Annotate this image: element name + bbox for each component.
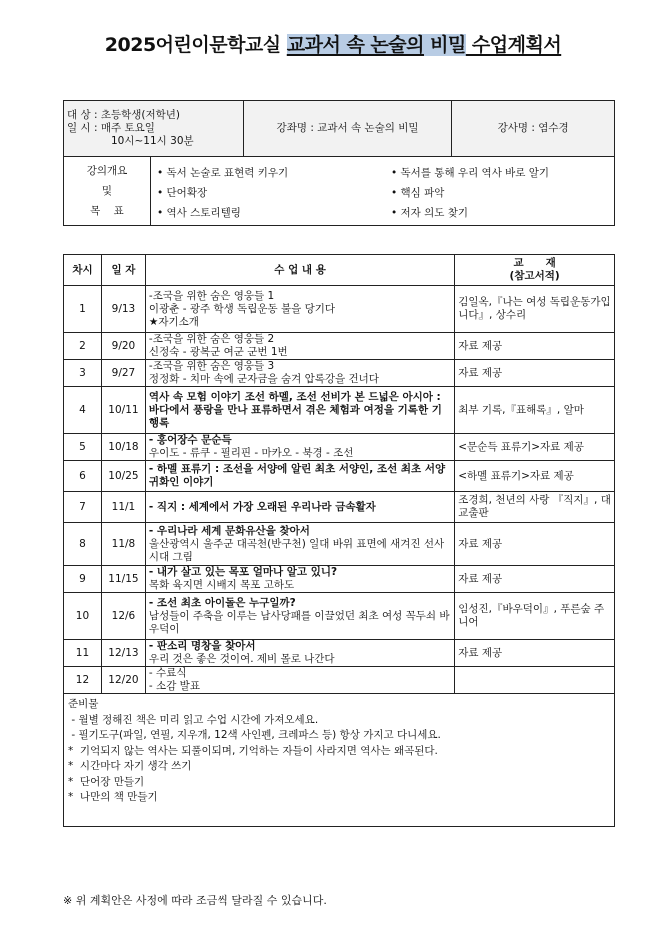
content-line: - 소감 발표 (148, 680, 200, 692)
header-session: 차시 (64, 255, 102, 286)
goals-right (385, 157, 614, 225)
content-line: 역사 속 모험 이야기 조선 하멜, 조선 선비가 본 드넓은 아시아 : 바다에서 풍랑을 만나 표류하면서 겪은 체험과 여정을 기록한 기행록 (148, 390, 442, 429)
content-line: 정정화 - 치마 속에 군자금을 숨겨 압록강을 건너다 (148, 373, 379, 385)
title-course: 교과서 속 논술의 (286, 34, 424, 56)
table-row (64, 461, 615, 492)
session-material: 김일옥,『나는 여성 독립운동가입니다』, 상수리 (455, 286, 615, 333)
session-material (455, 667, 615, 694)
session-content (145, 434, 454, 461)
preparation-title: 준비물 (68, 698, 99, 710)
content-line: - 직지 : 세계에서 가장 오래된 우리나라 금속활자 (148, 500, 376, 513)
session-date: 10/11 (101, 387, 145, 434)
session-number: 1 (64, 286, 102, 333)
session-content (145, 566, 454, 593)
goal-label-2: 및 (101, 185, 113, 197)
session-material: 자료 제공 (455, 523, 615, 566)
content-line: - 판소리 명창을 찾아서 (148, 640, 256, 652)
table-row (64, 286, 615, 333)
session-date: 10/18 (101, 434, 145, 461)
content-line: -조국을 위한 숨은 영웅들 1 (148, 289, 275, 302)
session-content (145, 492, 454, 523)
preparation-item: - 월별 정해진 책은 미리 읽고 수업 시간에 가져오세요. (68, 713, 319, 726)
course-name: 강좌명 : 교과서 속 논술의 비밀 (243, 101, 452, 157)
session-content (145, 523, 454, 566)
session-number: 9 (64, 566, 102, 593)
session-number: 3 (64, 360, 102, 387)
content-line: - 홍어장수 문순득 (148, 434, 232, 446)
content-line: 남성들이 주축을 이루는 남사당패를 이끌었던 최초 여성 꼭두쇠 바우덕이 (148, 609, 450, 635)
table-row (64, 360, 615, 387)
session-number: 12 (64, 667, 102, 694)
session-number: 11 (64, 640, 102, 667)
session-number: 5 (64, 434, 102, 461)
header-date: 일 자 (101, 255, 145, 286)
session-content (145, 667, 454, 694)
goal-item: • 역사 스토리텔링 (157, 207, 241, 219)
preparation-item: * 시간마다 자기 생각 쓰기 (68, 760, 192, 772)
goal-item: • 독서를 통해 우리 역사 바로 알기 (391, 167, 550, 179)
header-content: 수 업 내 용 (145, 255, 454, 286)
table-row (64, 593, 615, 640)
content-line: -조국을 위한 숨은 영웅들 3 (148, 360, 275, 372)
session-material: <하멜 표류기>자료 제공 (455, 461, 615, 492)
session-date: 12/6 (101, 593, 145, 640)
session-content (145, 333, 454, 360)
session-number: 4 (64, 387, 102, 434)
content-line: - 수료식 (148, 667, 187, 679)
session-material: <문순득 표류기>자료 제공 (455, 434, 615, 461)
content-line: 이광춘 - 광주 학생 독립운동 불을 당기다 (148, 302, 336, 315)
table-row (64, 640, 615, 667)
goals-cell (64, 157, 615, 226)
content-line: 목화 육지면 시배지 목포 고하도 (148, 579, 295, 591)
session-number: 7 (64, 492, 102, 523)
content-line: ★자기소개 (148, 315, 199, 328)
session-content (145, 593, 454, 640)
session-content (145, 640, 454, 667)
content-line: 우이도 - 류쿠 - 필리핀 - 마카오 - 북경 - 조선 (148, 447, 354, 459)
content-line: -조국을 위한 숨은 영웅들 2 (148, 333, 275, 345)
header-material (455, 255, 615, 286)
session-date: 12/20 (101, 667, 145, 694)
session-date: 10/25 (101, 461, 145, 492)
session-material: 임성진,『바우덕이』, 푸른숲 주니어 (455, 593, 615, 640)
session-material: 조경희, 천년의 사랑 『직지』, 대교출판 (455, 492, 615, 523)
table-row (64, 566, 615, 593)
course-info-table (63, 100, 615, 226)
preparation-row (64, 694, 615, 827)
goal-label-1: 강의개요 (86, 165, 128, 177)
title-prefix: 2025어린이문학교실 (104, 34, 287, 56)
lecturer: 강사명 : 염수경 (452, 101, 615, 157)
session-content (145, 360, 454, 387)
session-date: 12/13 (101, 640, 145, 667)
goals-left (151, 157, 385, 225)
goal-item: • 저자 의도 찾기 (391, 207, 469, 219)
table-row (64, 523, 615, 566)
session-number: 10 (64, 593, 102, 640)
session-material: 자료 제공 (455, 333, 615, 360)
page-title (0, 30, 666, 57)
preparation-cell (64, 694, 615, 827)
preparation-item: * 단어장 만들기 (68, 775, 145, 788)
session-material: 자료 제공 (455, 566, 615, 593)
session-date: 11/1 (101, 492, 145, 523)
table-row (64, 434, 615, 461)
content-line: - 내가 살고 있는 목포 얼마나 알고 있니? (148, 566, 338, 578)
preparation-item: - 필기도구(파일, 연필, 지우개, 12색 사인펜, 크레파스 등) 항상 가지고 다니세요. (68, 729, 441, 741)
preparation-item: * 나만의 책 만들기 (68, 791, 158, 803)
date-line-1: 일 시 : 매주 토요일 (67, 122, 155, 134)
session-content (145, 387, 454, 434)
target-date-cell (64, 101, 244, 157)
session-date: 9/20 (101, 333, 145, 360)
table-row (64, 333, 615, 360)
date-line-2: 10시~11시 30분 (111, 135, 194, 147)
title-secret: 비밀 (423, 34, 466, 56)
session-material: 자료 제공 (455, 640, 615, 667)
table-row (64, 667, 615, 694)
session-material: 자료 제공 (455, 360, 615, 387)
table-row (64, 492, 615, 523)
goal-label-3: 목 표 (90, 205, 124, 217)
session-content (145, 286, 454, 333)
header-material-2: (참고서적) (509, 270, 560, 282)
content-line: - 조선 최초 아이돌은 누구일까? (148, 596, 296, 609)
session-material: 최부 기록,『표해록』, 알마 (455, 387, 615, 434)
content-line: - 하멜 표류기 : 조선을 서양에 알린 최초 서양인, 조선 최초 서양귀화인 이야기 (148, 463, 446, 488)
goal-item: • 독서 논술로 표현력 키우기 (157, 167, 289, 179)
table-row (64, 387, 615, 434)
session-number: 6 (64, 461, 102, 492)
goal-item: • 단어확장 (157, 187, 208, 199)
session-number: 2 (64, 333, 102, 360)
session-date: 9/27 (101, 360, 145, 387)
schedule-header-row (64, 255, 615, 286)
content-line: 신정숙 - 광복군 여군 군번 1번 (148, 346, 288, 358)
preparation-item: * 기억되지 않는 역사는 되풀이되며, 기억하는 자들이 사라지면 역사는 왜곡된다. (68, 744, 438, 757)
session-date: 11/15 (101, 566, 145, 593)
session-number: 8 (64, 523, 102, 566)
session-date: 9/13 (101, 286, 145, 333)
session-date: 11/8 (101, 523, 145, 566)
content-line: 우리 것은 좋은 것이여. 제비 몰로 나간다 (148, 653, 335, 665)
goal-item: • 핵심 파악 (391, 187, 445, 199)
content-line: - 우리나라 세계 문화유산을 찾아서 (148, 524, 310, 537)
goal-label (64, 157, 151, 225)
schedule-table (63, 254, 615, 827)
header-material-1: 교 재 (513, 257, 556, 269)
session-content (145, 461, 454, 492)
footnote: ※ 위 계획안은 사정에 따라 조금씩 달라질 수 있습니다. (63, 894, 327, 907)
content-line: 울산광역시 울주군 대곡천(반구천) 일대 바위 표면에 새겨진 선사시대 그림 (148, 537, 445, 563)
target: 대 상 : 초등학생(저학년) (67, 109, 181, 121)
title-suffix: 수업계획서 (465, 34, 562, 56)
